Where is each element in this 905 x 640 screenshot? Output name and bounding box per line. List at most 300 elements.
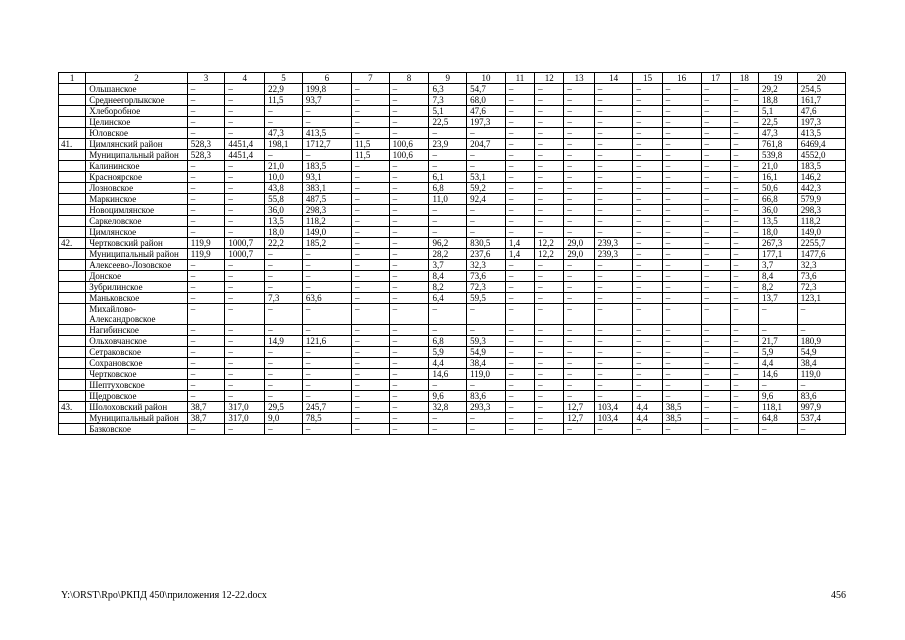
row-number-cell: 42. (59, 238, 86, 249)
column-number-cell: 15 (633, 73, 662, 84)
value-cell: – (389, 194, 429, 205)
value-cell: – (564, 347, 594, 358)
value-cell: – (594, 139, 633, 150)
value-cell: 54,7 (467, 84, 506, 95)
value-cell: – (225, 161, 265, 172)
value-cell: – (633, 336, 662, 347)
value-cell: – (594, 369, 633, 380)
value-cell: – (352, 380, 390, 391)
value-cell: – (389, 216, 429, 227)
value-cell: – (594, 117, 633, 128)
value-cell: – (505, 380, 534, 391)
value-cell: 198,1 (265, 139, 303, 150)
value-cell: – (187, 95, 225, 106)
value-cell: – (594, 183, 633, 194)
value-cell: – (662, 260, 701, 271)
value-cell: – (633, 391, 662, 402)
value-cell: – (389, 304, 429, 325)
value-cell: – (633, 260, 662, 271)
value-cell: – (730, 325, 758, 336)
value-cell: – (302, 391, 351, 402)
value-cell: – (594, 380, 633, 391)
table-row (59, 128, 846, 139)
value-cell: – (352, 260, 390, 271)
row-number-cell (59, 205, 86, 216)
territory-name-cell: Муниципальный район (86, 413, 188, 424)
value-cell: – (730, 413, 758, 424)
value-cell: – (352, 413, 390, 424)
value-cell: 73,6 (797, 271, 845, 282)
row-number-cell (59, 282, 86, 293)
value-cell: 38,7 (187, 413, 225, 424)
value-cell: – (225, 194, 265, 205)
value-cell: – (389, 249, 429, 260)
value-cell: – (701, 347, 730, 358)
value-cell: 5,9 (429, 347, 467, 358)
value-cell: – (730, 150, 758, 161)
value-cell: – (265, 358, 303, 369)
territory-name-cell: Новоцимлянское (86, 205, 188, 216)
value-cell: – (701, 282, 730, 293)
value-cell: 6,1 (429, 172, 467, 183)
value-cell: – (797, 424, 845, 435)
value-cell: – (535, 413, 564, 424)
value-cell: – (389, 260, 429, 271)
value-cell: 100,6 (389, 150, 429, 161)
column-number-cell: 1 (59, 73, 86, 84)
value-cell: – (389, 347, 429, 358)
value-cell: – (535, 161, 564, 172)
value-cell: – (730, 84, 758, 95)
territory-name-cell: Среднеегорлыкское (86, 95, 188, 106)
value-cell: – (662, 172, 701, 183)
value-cell: 12,2 (535, 249, 564, 260)
value-cell: – (265, 347, 303, 358)
value-cell: – (662, 183, 701, 194)
value-cell: – (535, 391, 564, 402)
value-cell: – (701, 139, 730, 150)
value-cell: – (389, 205, 429, 216)
value-cell: – (535, 347, 564, 358)
value-cell: 68,0 (467, 95, 506, 106)
value-cell: – (535, 205, 564, 216)
territory-name-cell: Шолоховский район (86, 402, 188, 413)
value-cell: – (505, 413, 534, 424)
value-cell: – (505, 84, 534, 95)
value-cell: – (352, 424, 390, 435)
value-cell: 239,3 (594, 249, 633, 260)
value-cell: – (662, 194, 701, 205)
value-cell: – (265, 369, 303, 380)
value-cell: – (594, 336, 633, 347)
value-cell: – (564, 194, 594, 205)
value-cell: 92,4 (467, 194, 506, 205)
value-cell: – (662, 271, 701, 282)
row-number-cell (59, 183, 86, 194)
value-cell: 7,3 (265, 293, 303, 304)
value-cell: – (564, 161, 594, 172)
value-cell: – (505, 369, 534, 380)
value-cell: – (730, 391, 758, 402)
value-cell: – (505, 260, 534, 271)
value-cell: – (265, 117, 303, 128)
value-cell: 11,5 (352, 139, 390, 150)
value-cell: – (701, 84, 730, 95)
value-cell: – (429, 227, 467, 238)
value-cell: – (429, 325, 467, 336)
table-row (59, 260, 846, 271)
value-cell: 997,9 (797, 402, 845, 413)
value-cell: – (730, 358, 758, 369)
value-cell: – (429, 150, 467, 161)
value-cell: – (662, 128, 701, 139)
value-cell: – (265, 271, 303, 282)
value-cell: 59,5 (467, 293, 506, 304)
value-cell: – (429, 216, 467, 227)
value-cell: – (535, 106, 564, 117)
value-cell: – (564, 117, 594, 128)
value-cell: 13,5 (759, 216, 798, 227)
column-number-cell: 8 (389, 73, 429, 84)
value-cell: – (505, 424, 534, 435)
value-cell: 32,8 (429, 402, 467, 413)
value-cell: – (730, 205, 758, 216)
value-cell: – (564, 205, 594, 216)
value-cell: – (187, 161, 225, 172)
value-cell: – (633, 227, 662, 238)
value-cell: – (389, 369, 429, 380)
value-cell: 1,4 (505, 238, 534, 249)
value-cell: – (730, 117, 758, 128)
value-cell: 73,6 (467, 271, 506, 282)
value-cell: 103,4 (594, 413, 633, 424)
value-cell: – (467, 380, 506, 391)
value-cell: – (265, 304, 303, 325)
value-cell: – (701, 402, 730, 413)
value-cell: – (730, 424, 758, 435)
territory-name-cell: Зубрилинское (86, 282, 188, 293)
value-cell: – (225, 380, 265, 391)
value-cell: 47,3 (759, 128, 798, 139)
value-cell: – (633, 183, 662, 194)
value-cell: 59,2 (467, 183, 506, 194)
row-number-cell (59, 106, 86, 117)
territory-name-cell: Ольшанское (86, 84, 188, 95)
value-cell: – (389, 380, 429, 391)
value-cell: – (302, 358, 351, 369)
value-cell: – (662, 249, 701, 260)
value-cell: – (730, 271, 758, 282)
value-cell: – (302, 325, 351, 336)
value-cell: – (633, 424, 662, 435)
value-cell: – (662, 347, 701, 358)
column-number-cell: 17 (701, 73, 730, 84)
value-cell: – (505, 216, 534, 227)
value-cell: – (225, 391, 265, 402)
value-cell: – (352, 227, 390, 238)
territory-name-cell: Цимлянский район (86, 139, 188, 150)
value-cell: – (594, 347, 633, 358)
value-cell: – (467, 216, 506, 227)
value-cell: 72,3 (797, 282, 845, 293)
footer-file-path: Y:\ORST\Rpo\РКПД 450\приложения 12-22.docx (61, 590, 267, 601)
value-cell: – (302, 369, 351, 380)
value-cell: – (662, 216, 701, 227)
value-cell: 183,5 (797, 161, 845, 172)
value-cell: – (225, 358, 265, 369)
value-cell: 5,1 (429, 106, 467, 117)
value-cell: 119,9 (187, 249, 225, 260)
value-cell: – (467, 304, 506, 325)
value-cell: – (633, 117, 662, 128)
row-number-cell (59, 95, 86, 106)
row-number-cell (59, 117, 86, 128)
row-number-cell (59, 413, 86, 424)
territory-name-cell: Саркеловское (86, 216, 188, 227)
value-cell: – (225, 282, 265, 293)
value-cell: – (467, 128, 506, 139)
value-cell: – (187, 194, 225, 205)
value-cell: – (389, 293, 429, 304)
value-cell: 149,0 (797, 227, 845, 238)
territory-name-cell: Муниципальный район (86, 249, 188, 260)
territory-name-cell: Ольховчанское (86, 336, 188, 347)
value-cell: – (535, 271, 564, 282)
value-cell: 3,7 (429, 260, 467, 271)
table-row (59, 194, 846, 205)
value-cell: 4,4 (633, 413, 662, 424)
value-cell: 36,0 (265, 205, 303, 216)
value-cell: – (352, 183, 390, 194)
value-cell: – (564, 128, 594, 139)
value-cell: 11,5 (265, 95, 303, 106)
value-cell: 28,2 (429, 249, 467, 260)
value-cell: – (389, 183, 429, 194)
value-cell: 2255,7 (797, 238, 845, 249)
value-cell: – (564, 325, 594, 336)
value-cell: 29,0 (564, 249, 594, 260)
value-cell: 4451,4 (225, 150, 265, 161)
row-number-cell (59, 347, 86, 358)
value-cell: – (187, 271, 225, 282)
table-row (59, 183, 846, 194)
table-row (59, 95, 846, 106)
value-cell: – (225, 128, 265, 139)
value-cell: – (594, 194, 633, 205)
value-cell: 317,0 (225, 402, 265, 413)
value-cell: – (467, 325, 506, 336)
value-cell: 23,9 (429, 139, 467, 150)
value-cell: – (352, 249, 390, 260)
value-cell: – (594, 161, 633, 172)
value-cell: – (701, 358, 730, 369)
value-cell: – (505, 183, 534, 194)
value-cell: – (594, 424, 633, 435)
value-cell: – (730, 238, 758, 249)
value-cell: 63,6 (302, 293, 351, 304)
value-cell: – (701, 106, 730, 117)
value-cell: – (594, 282, 633, 293)
value-cell: – (701, 227, 730, 238)
value-cell: – (187, 325, 225, 336)
value-cell: – (225, 205, 265, 216)
value-cell: – (730, 139, 758, 150)
value-cell: – (535, 380, 564, 391)
value-cell: – (633, 128, 662, 139)
value-cell: 4,4 (429, 358, 467, 369)
value-cell: 72,3 (467, 282, 506, 293)
value-cell: – (662, 293, 701, 304)
value-cell: – (505, 161, 534, 172)
value-cell: – (389, 117, 429, 128)
value-cell: – (701, 205, 730, 216)
value-cell: 1712,7 (302, 139, 351, 150)
value-cell: 22,9 (265, 84, 303, 95)
value-cell: – (662, 227, 701, 238)
value-cell: 14,6 (429, 369, 467, 380)
value-cell: 38,5 (662, 402, 701, 413)
value-cell: – (225, 325, 265, 336)
value-cell: – (564, 106, 594, 117)
value-cell: – (352, 216, 390, 227)
value-cell: – (564, 95, 594, 106)
value-cell: – (467, 413, 506, 424)
value-cell: – (564, 260, 594, 271)
value-cell: – (759, 424, 798, 435)
value-cell: – (535, 172, 564, 183)
territory-name-cell: Чертковский район (86, 238, 188, 249)
row-number-cell (59, 391, 86, 402)
value-cell: – (302, 380, 351, 391)
table-row (59, 139, 846, 150)
value-cell: – (505, 128, 534, 139)
value-cell: – (662, 95, 701, 106)
value-cell: – (505, 358, 534, 369)
value-cell: 29,2 (759, 84, 798, 95)
table-row (59, 293, 846, 304)
value-cell: – (352, 282, 390, 293)
value-cell: – (730, 260, 758, 271)
value-cell: 298,3 (302, 205, 351, 216)
value-cell: – (187, 117, 225, 128)
value-cell: – (633, 304, 662, 325)
value-cell: 83,6 (797, 391, 845, 402)
value-cell: – (187, 391, 225, 402)
value-cell: – (594, 106, 633, 117)
value-cell: 9,6 (429, 391, 467, 402)
value-cell: 64,8 (759, 413, 798, 424)
value-cell: – (352, 358, 390, 369)
row-number-cell (59, 293, 86, 304)
value-cell: – (701, 325, 730, 336)
value-cell: 8,2 (759, 282, 798, 293)
value-cell: 32,3 (797, 260, 845, 271)
value-cell: – (564, 336, 594, 347)
value-cell: 528,3 (187, 150, 225, 161)
value-cell: – (467, 424, 506, 435)
territory-name-cell: Чертковское (86, 369, 188, 380)
value-cell: – (633, 282, 662, 293)
value-cell: – (535, 183, 564, 194)
value-cell: – (187, 293, 225, 304)
value-cell: – (730, 304, 758, 325)
value-cell: – (662, 380, 701, 391)
value-cell: 298,3 (797, 205, 845, 216)
value-cell: – (389, 95, 429, 106)
value-cell: – (389, 325, 429, 336)
value-cell: – (535, 216, 564, 227)
value-cell: – (389, 271, 429, 282)
territory-name-cell: Юловское (86, 128, 188, 139)
value-cell: 14,9 (265, 336, 303, 347)
value-cell: – (352, 304, 390, 325)
value-cell: – (389, 336, 429, 347)
value-cell: – (633, 161, 662, 172)
value-cell: 9,0 (265, 413, 303, 424)
value-cell: 53,1 (467, 172, 506, 183)
value-cell: – (467, 227, 506, 238)
value-cell: – (564, 172, 594, 183)
value-cell: 59,3 (467, 336, 506, 347)
row-number-cell (59, 325, 86, 336)
table-row (59, 413, 846, 424)
value-cell: – (594, 325, 633, 336)
value-cell: – (429, 304, 467, 325)
table-row (59, 84, 846, 95)
value-cell: – (701, 117, 730, 128)
value-cell: – (352, 95, 390, 106)
value-cell: – (505, 194, 534, 205)
table-row (59, 227, 846, 238)
value-cell: 103,4 (594, 402, 633, 413)
value-cell: – (730, 369, 758, 380)
value-cell: – (564, 391, 594, 402)
value-cell: – (730, 347, 758, 358)
value-cell: – (594, 128, 633, 139)
value-cell: 18,8 (759, 95, 798, 106)
value-cell: – (352, 391, 390, 402)
value-cell: – (535, 369, 564, 380)
value-cell: – (535, 139, 564, 150)
value-cell: – (564, 150, 594, 161)
value-cell: – (730, 106, 758, 117)
value-cell: 96,2 (429, 238, 467, 249)
value-cell: – (701, 150, 730, 161)
value-cell: 119,0 (797, 369, 845, 380)
value-cell: – (429, 128, 467, 139)
value-cell: – (225, 84, 265, 95)
value-cell: – (352, 106, 390, 117)
table-row (59, 369, 846, 380)
row-number-cell (59, 128, 86, 139)
value-cell: 4552,0 (797, 150, 845, 161)
value-cell: – (797, 304, 845, 325)
value-cell: – (225, 106, 265, 117)
value-cell: – (535, 260, 564, 271)
value-cell: 47,3 (265, 128, 303, 139)
value-cell: 38,4 (797, 358, 845, 369)
value-cell: – (662, 161, 701, 172)
value-cell: – (302, 150, 351, 161)
row-number-cell (59, 260, 86, 271)
value-cell: – (429, 380, 467, 391)
row-number-cell (59, 150, 86, 161)
value-cell: – (505, 95, 534, 106)
value-cell: – (797, 325, 845, 336)
value-cell: – (701, 172, 730, 183)
value-cell: – (187, 260, 225, 271)
value-cell: – (389, 391, 429, 402)
